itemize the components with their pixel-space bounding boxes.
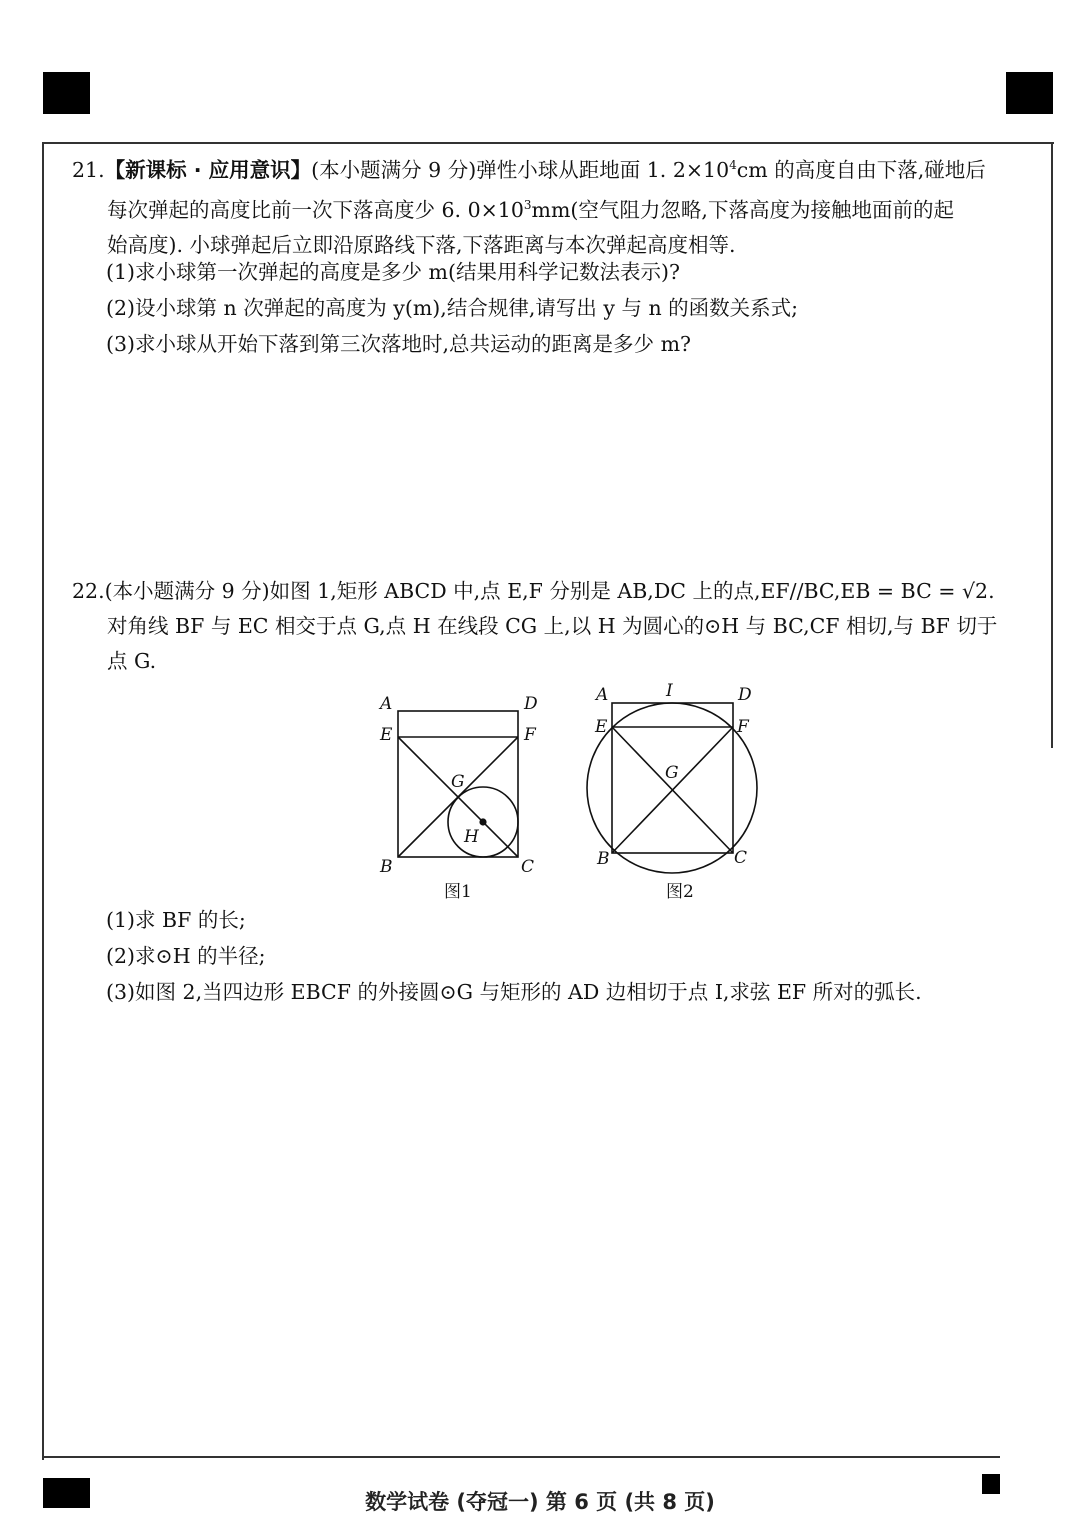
q22-number: 22. bbox=[72, 579, 105, 603]
question-22 bbox=[72, 574, 1032, 679]
fig1-label-g: G bbox=[451, 772, 465, 792]
fig2-label-b: B bbox=[597, 849, 610, 869]
q21-sub-2: (2)设小球第 n 次弹起的高度为 y(m),结合规律,请写出 y 与 n 的函数关系式; bbox=[106, 296, 799, 320]
fig1-label-d: D bbox=[524, 694, 538, 714]
q21-line1-exponent: 4 bbox=[729, 158, 737, 172]
q22-sub-1: (1)求 BF 的长; bbox=[106, 908, 246, 932]
q22-line-2: 对角线 BF 与 EC 相交于点 G,点 H 在线段 CG 上,以 H 为圆心的⊙H 与 BC,CF 相切,与 BF 切于 bbox=[107, 614, 998, 638]
q21-line2-start: 每次弹起的高度比前一次下落高度少 6. 0×10 bbox=[107, 197, 524, 222]
registration-mark-top-right bbox=[1006, 72, 1053, 114]
q22-sub-3: (3)如图 2,当四边形 EBCF 的外接圆⊙G 与矩形的 AD 边相切于点 I,求弦 EF 所对的弧长. bbox=[106, 980, 922, 1004]
q22-line-3: 点 G. bbox=[107, 649, 157, 673]
answer-frame-bottom-edge bbox=[42, 1456, 1000, 1458]
q21-line1-text: (本小题满分 9 分)弹性小球从距地面 1. 2×10 bbox=[311, 157, 730, 182]
q21-subquestions bbox=[106, 254, 798, 362]
q22-line-1 bbox=[72, 574, 1032, 609]
q22-subquestions bbox=[106, 902, 922, 1010]
q21-tag: 【新课标 · 应用意识】 bbox=[104, 157, 312, 182]
fig1-label-b: B bbox=[380, 857, 393, 877]
q21-sub-3: (3)求小球从开始下落到第三次落地时,总共运动的距离是多少 m? bbox=[106, 332, 691, 356]
fig2-label-f: F bbox=[737, 717, 749, 737]
question-21 bbox=[72, 148, 1032, 263]
q21-sub-1: (1)求小球第一次弹起的高度是多少 m(结果用科学记数法表示)? bbox=[106, 260, 680, 284]
fig2-label-a: A bbox=[596, 685, 609, 705]
q22-line1-text: (本小题满分 9 分)如图 1,矩形 ABCD 中,点 E,F 分别是 AB,DC 上的点,EF//BC,EB = BC = √2. bbox=[104, 579, 995, 603]
fig2-caption: 图2 bbox=[666, 882, 694, 902]
q22-sub-2: (2)求⊙H 的半径; bbox=[106, 944, 266, 968]
fig2-label-c: C bbox=[734, 848, 748, 868]
fig2-label-i: I bbox=[666, 681, 673, 701]
fig1-label-a: A bbox=[380, 694, 393, 714]
fig1-caption: 图1 bbox=[444, 882, 472, 902]
fig1-label-h: H bbox=[464, 827, 479, 847]
fig1-label-c: C bbox=[521, 857, 535, 877]
q21-number: 21. bbox=[72, 157, 105, 182]
fig1-label-e: E bbox=[380, 725, 393, 745]
registration-mark-top-left bbox=[43, 72, 90, 114]
q21-line1-end: cm 的高度自由下落,碰地后 bbox=[736, 157, 986, 182]
fig2-label-d: D bbox=[738, 685, 752, 705]
answer-frame-right-edge bbox=[1051, 142, 1053, 748]
q21-line2-end: mm(空气阻力忽略,下落高度为接触地面前的起 bbox=[531, 197, 954, 222]
page-footer: 数学试卷 (夺冠一) 第 6 页 (共 8 页) bbox=[365, 1490, 715, 1514]
fig1-label-f: F bbox=[524, 725, 536, 745]
q21-line-2 bbox=[72, 188, 1032, 228]
q21-line-3: 始高度). 小球弹起后立即沿原路线下落,下落距离与本次弹起高度相等. bbox=[107, 232, 736, 257]
fig2-label-g: G bbox=[665, 763, 679, 783]
q21-line-1 bbox=[72, 148, 1032, 188]
fig2-label-e: E bbox=[595, 717, 608, 737]
q21-line2-exponent: 3 bbox=[523, 197, 532, 212]
